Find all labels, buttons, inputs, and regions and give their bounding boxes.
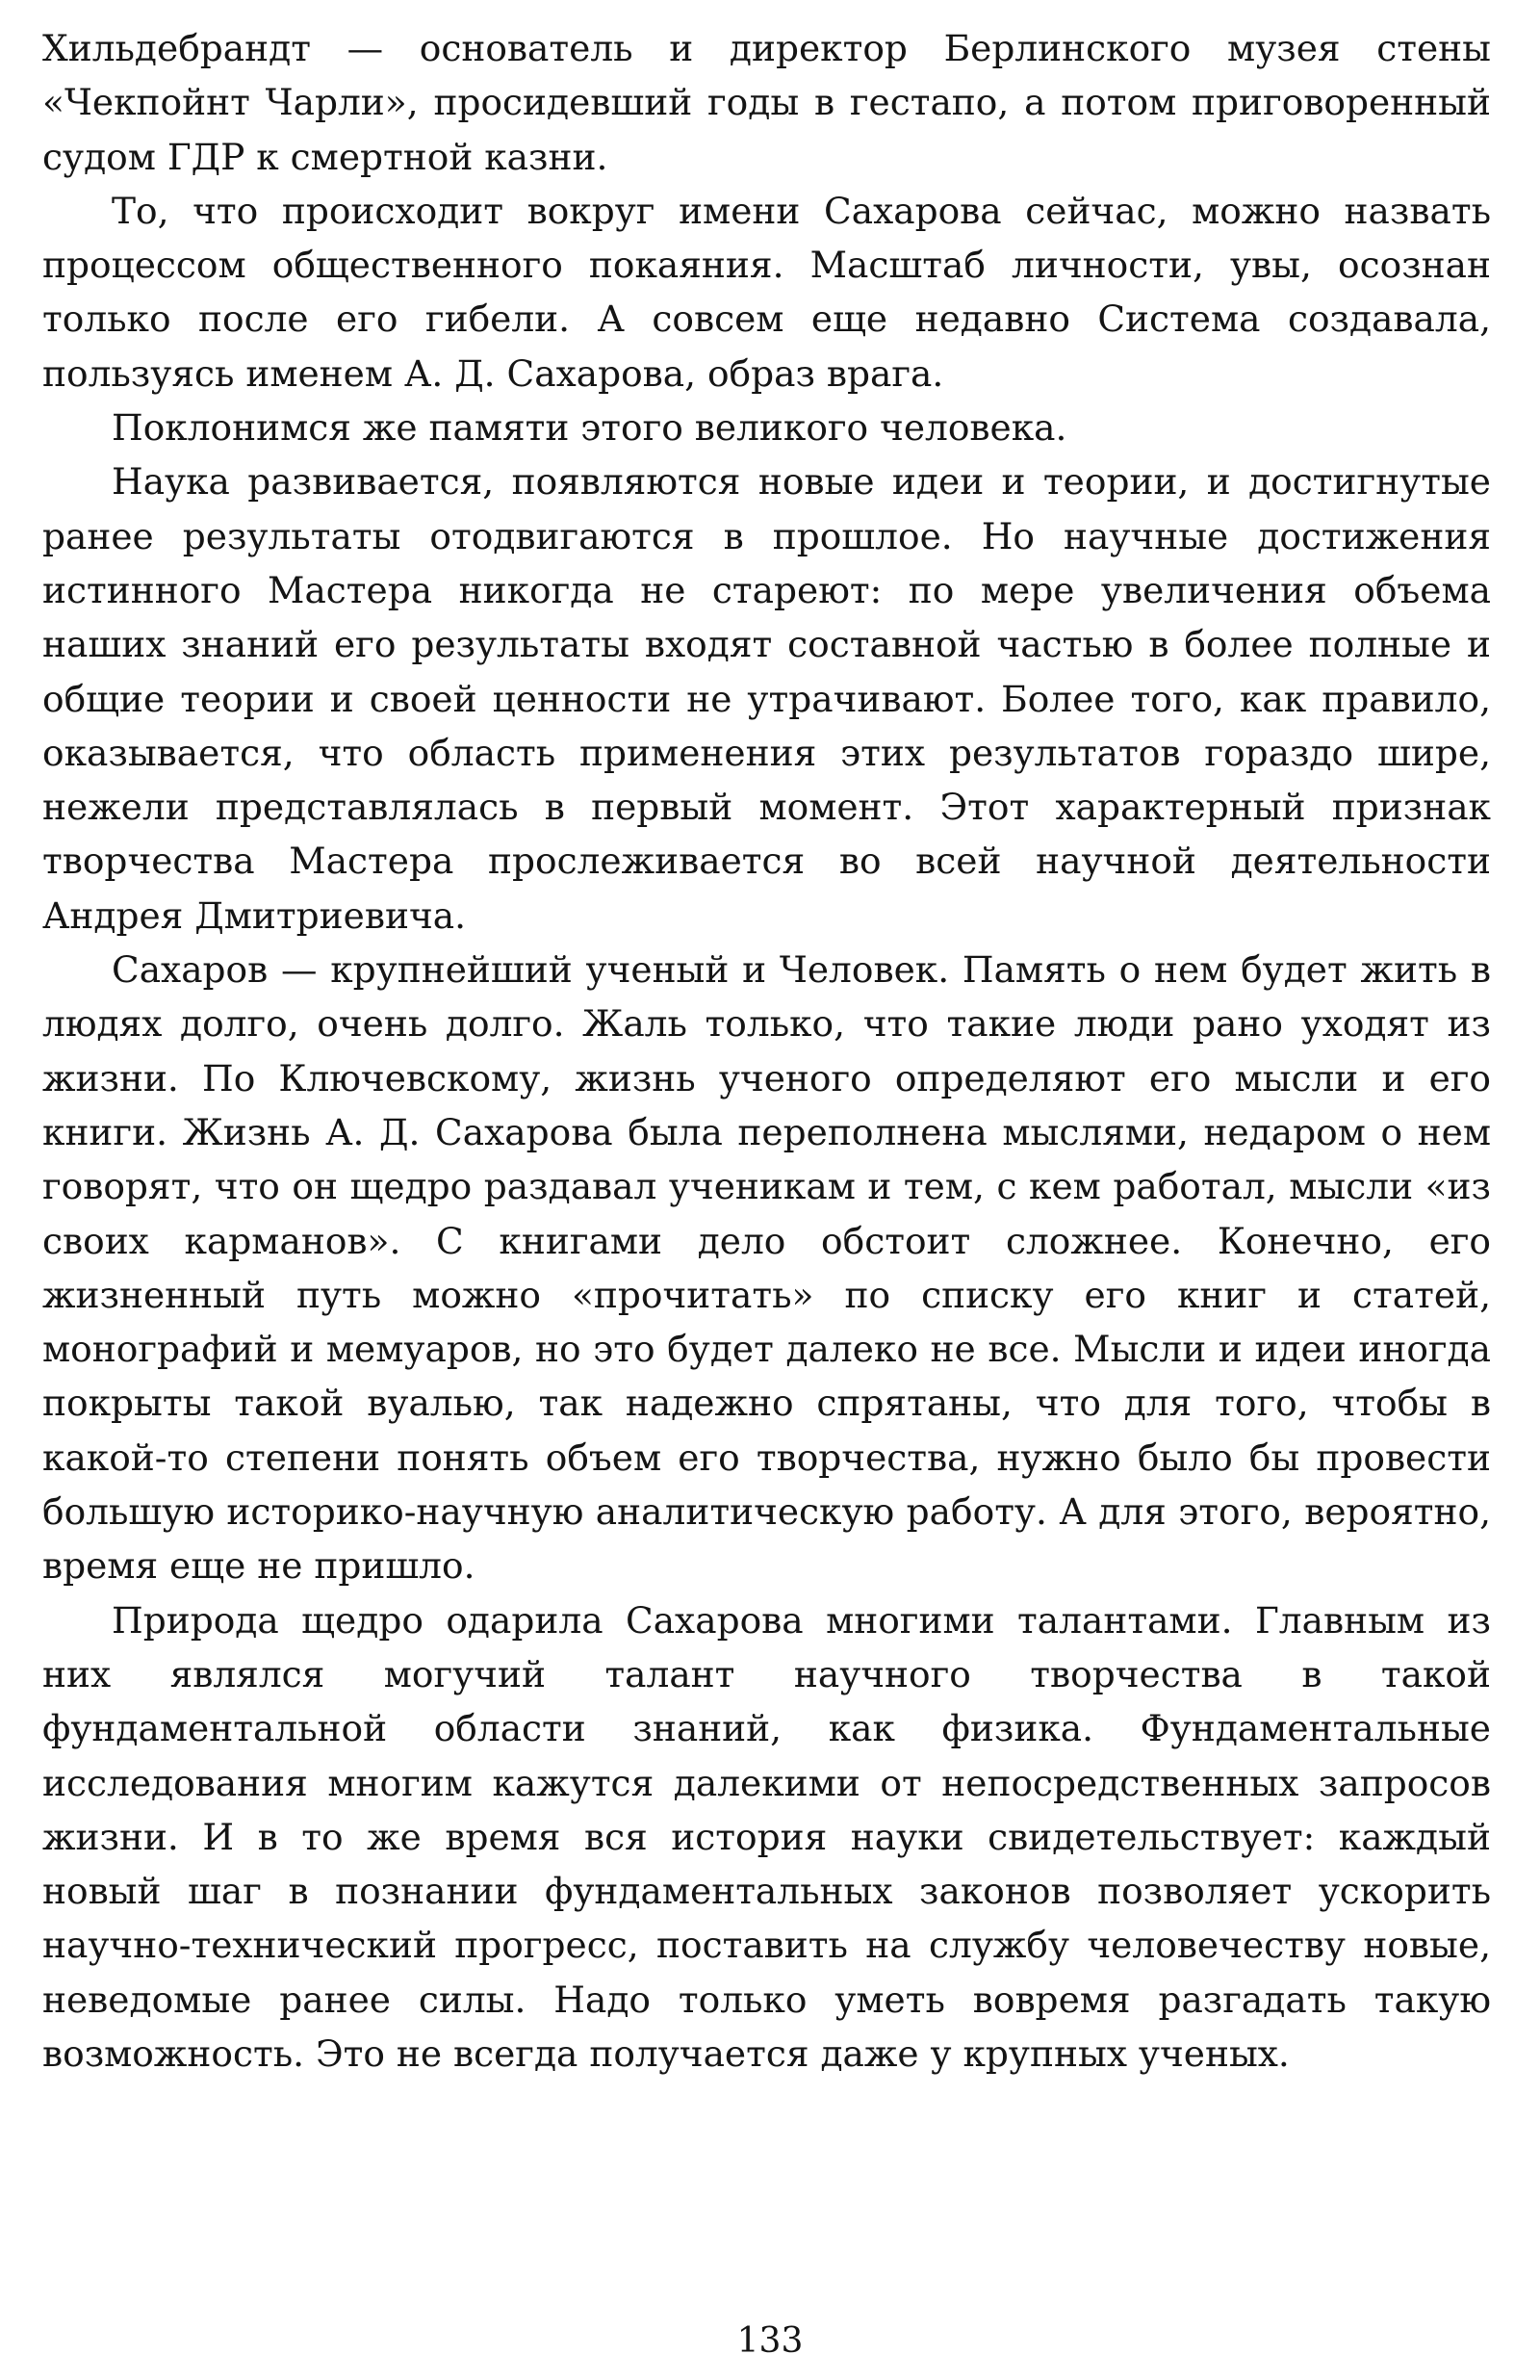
paragraph-5: Сахаров — крупнейший ученый и Человек. Память о нем будет жить в людях долго, очень долго. Жаль только, что такие люди рано уходят из жизни. По Ключевскому, жизнь ученого определяют его мысли и его книги. Жизнь А. Д. Сахарова была переполнена мыслями, недаром о нем говорят, что он щедро раздавал ученикам и тем, с кем работал, мысли «из своих карманов». С книгами дело обстоит сложнее. Конечно, его жизненный путь можно «прочитать» по списку его книг и статей, монографий и мемуаров, но это будет далеко не все. Мысли и идеи иногда покрыты такой вуалью, так надежно спрятаны, что для того, чтобы в какой-то степени понять объем его творчества, нужно было бы провести большую историко-научную аналитическую работу. А для этого, вероятно, время еще не пришло. [42, 948, 1491, 1588]
paragraph-1: Хильдебрандт — основатель и директор Берлинского музея стены «Чекпойнт Чарли», просидевший годы в гестапо, а потом приговоренный судом ГДР к смертной казни. [42, 27, 1491, 178]
paragraph-3: Поклонимся же памяти этого великого человека. [112, 406, 1067, 450]
paragraph-6: Природа щедро одарила Сахарова многими талантами. Главным из них являлся могучий талант научного творчества в такой фундаментальной области знаний, как физика. Фундаментальные исследования многим кажутся далекими от непосредственных запросов жизни. И в то же время вся история науки свидетельствует: каждый новый шаг в познании фундаментальных законов позволяет ускорить научно-технический прогресс, поставить на службу человечеству новые, неведомые ранее силы. Надо только уметь вовремя разгадать такую возможность. Это не всегда получается даже у крупных ученых. [42, 1598, 1491, 2075]
page-body [42, 21, 1491, 2081]
page-number: 133 [736, 2321, 804, 2361]
paragraph-2: То, что происходит вокруг имени Сахарова сейчас, можно назвать процессом общественного покаяния. Масштаб личности, увы, осознан только после его гибели. А совсем еще недавно Система создавала, пользуясь именем А. Д. Сахарова, образ врага. [42, 189, 1491, 395]
paragraph-4: Наука развивается, появляются новые идеи и теории, и достигнутые ранее результаты отодвигаются в прошлое. Но научные достижения истинного Мастера никогда не стареют: по мере увеличения объема наших знаний его результаты входят составной частью в более полные и общие теории и своей ценности не утрачивают. Более того, как правило, оказывается, что область применения этих результатов гораздо шире, нежели представлялась в первый момент. Этот характерный признак творчества Мастера прослеживается во всей научной деятельности Андрея Дмитриевича. [42, 460, 1491, 937]
